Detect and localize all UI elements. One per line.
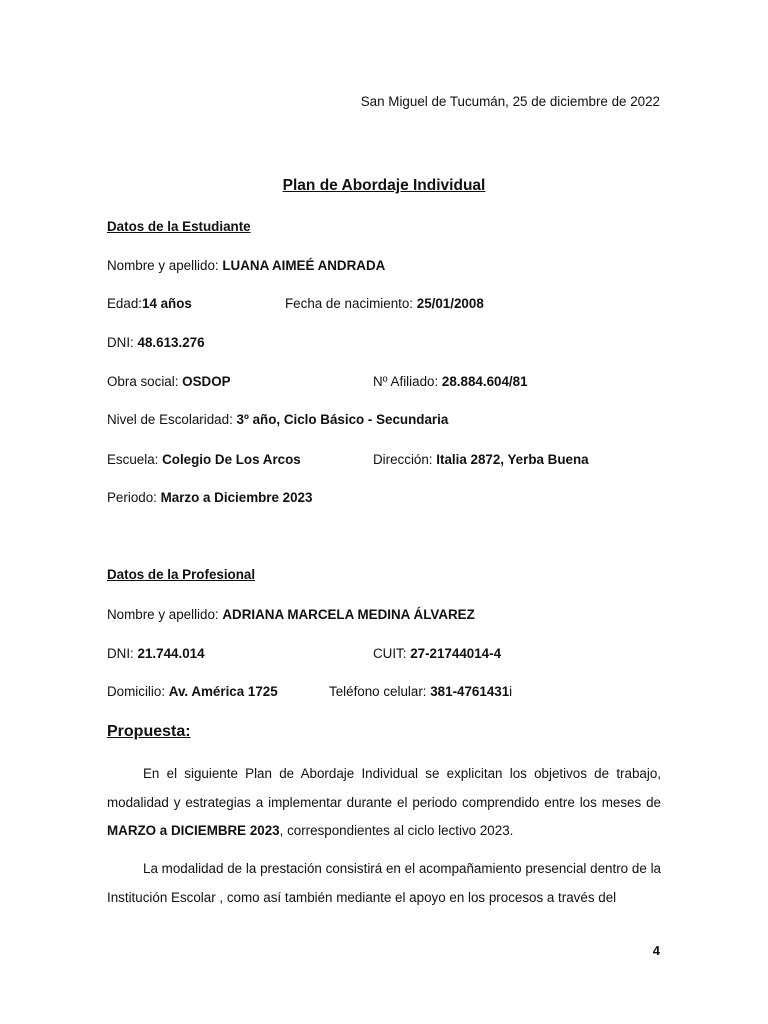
student-insurance-label: Obra social: <box>107 374 183 389</box>
student-member-row <box>373 373 528 391</box>
place-date: San Miguel de Tucumán, 25 de diciembre de 2022 <box>360 94 660 109</box>
professional-phone-value: 381-4761431 <box>430 684 510 699</box>
professional-phone-label: Teléfono celular: <box>329 684 431 699</box>
professional-section-heading: Datos de la Profesional <box>107 567 256 582</box>
student-school-value: Colegio De Los Arcos <box>162 452 301 467</box>
student-member-label: Nº Afiliado: <box>373 374 442 389</box>
professional-name-label: Nombre y apellido: <box>107 607 223 622</box>
professional-home-value: Av. América 1725 <box>168 684 278 699</box>
professional-name-row <box>107 606 475 624</box>
professional-phone-suffix: i <box>509 684 513 699</box>
student-member-value: 28.884.604/81 <box>441 374 528 389</box>
proposal-p1-text-start: En el siguiente Plan de Abordaje Individual se explicitan los objetivos de trabajo, modalidad y estrategias a implementar durante el periodo comprendido entre los meses de <box>107 766 661 810</box>
student-age-label: Edad: <box>107 296 142 311</box>
professional-home-row <box>107 683 278 701</box>
student-birth-row <box>285 295 484 313</box>
student-school-level-row <box>107 411 448 429</box>
professional-cuit-row <box>373 645 501 663</box>
student-name-value: LUANA AIMEÉ ANDRADA <box>222 258 386 273</box>
proposal-p1-period: MARZO a DICIEMBRE 2023 <box>107 823 280 838</box>
student-school-level-value: 3º año, Ciclo Básico - Secundaria <box>236 412 449 427</box>
page-number: 4 <box>652 943 660 958</box>
student-period-label: Periodo: <box>107 490 161 505</box>
professional-home-label: Domicilio: <box>107 684 169 699</box>
student-name-label: Nombre y apellido: <box>107 258 223 273</box>
student-age-row <box>107 295 192 313</box>
professional-dni-label: DNI: <box>107 646 138 661</box>
proposal-heading: Propuesta: <box>107 723 191 740</box>
student-dni-row <box>107 334 205 352</box>
professional-cuit-value: 27-21744014-4 <box>410 646 502 661</box>
proposal-paragraph-2: La modalidad de la prestación consistirá en el acompañamiento presencial dentro de la Institución Escolar , como así también mediante el apoyo en los procesos a través del <box>107 861 661 905</box>
student-school-row <box>107 451 301 469</box>
student-dni-value: 48.613.276 <box>137 335 205 350</box>
professional-dni-value: 21.744.014 <box>137 646 205 661</box>
student-period-row <box>107 489 312 507</box>
student-birth-label: Fecha de nacimiento: <box>285 296 417 311</box>
student-school-level-label: Nivel de Escolaridad: <box>107 412 237 427</box>
student-period-value: Marzo a Diciembre 2023 <box>160 490 313 505</box>
proposal-paragraph-1 <box>107 760 661 846</box>
professional-phone-row <box>329 683 512 701</box>
student-address-value: Italia 2872, Yerba Buena <box>436 452 589 467</box>
student-insurance-value: OSDOP <box>182 374 231 389</box>
student-name-row <box>107 257 385 275</box>
student-address-row <box>373 451 589 469</box>
student-address-label: Dirección: <box>373 452 437 467</box>
professional-name-value: ADRIANA MARCELA MEDINA ÁLVAREZ <box>222 607 475 622</box>
professional-dni-row <box>107 645 205 663</box>
student-school-label: Escuela: <box>107 452 163 467</box>
student-age-value: 14 años <box>142 296 192 311</box>
student-dni-label: DNI: <box>107 335 138 350</box>
professional-cuit-label: CUIT: <box>373 646 411 661</box>
student-birth-value: 25/01/2008 <box>416 296 484 311</box>
proposal-p1-text-end: , correspondientes al ciclo lectivo 2023. <box>279 823 514 838</box>
student-section-heading: Datos de la Estudiante <box>107 219 251 234</box>
document-title: Plan de Abordaje Individual <box>282 177 486 194</box>
student-insurance-row <box>107 373 231 391</box>
